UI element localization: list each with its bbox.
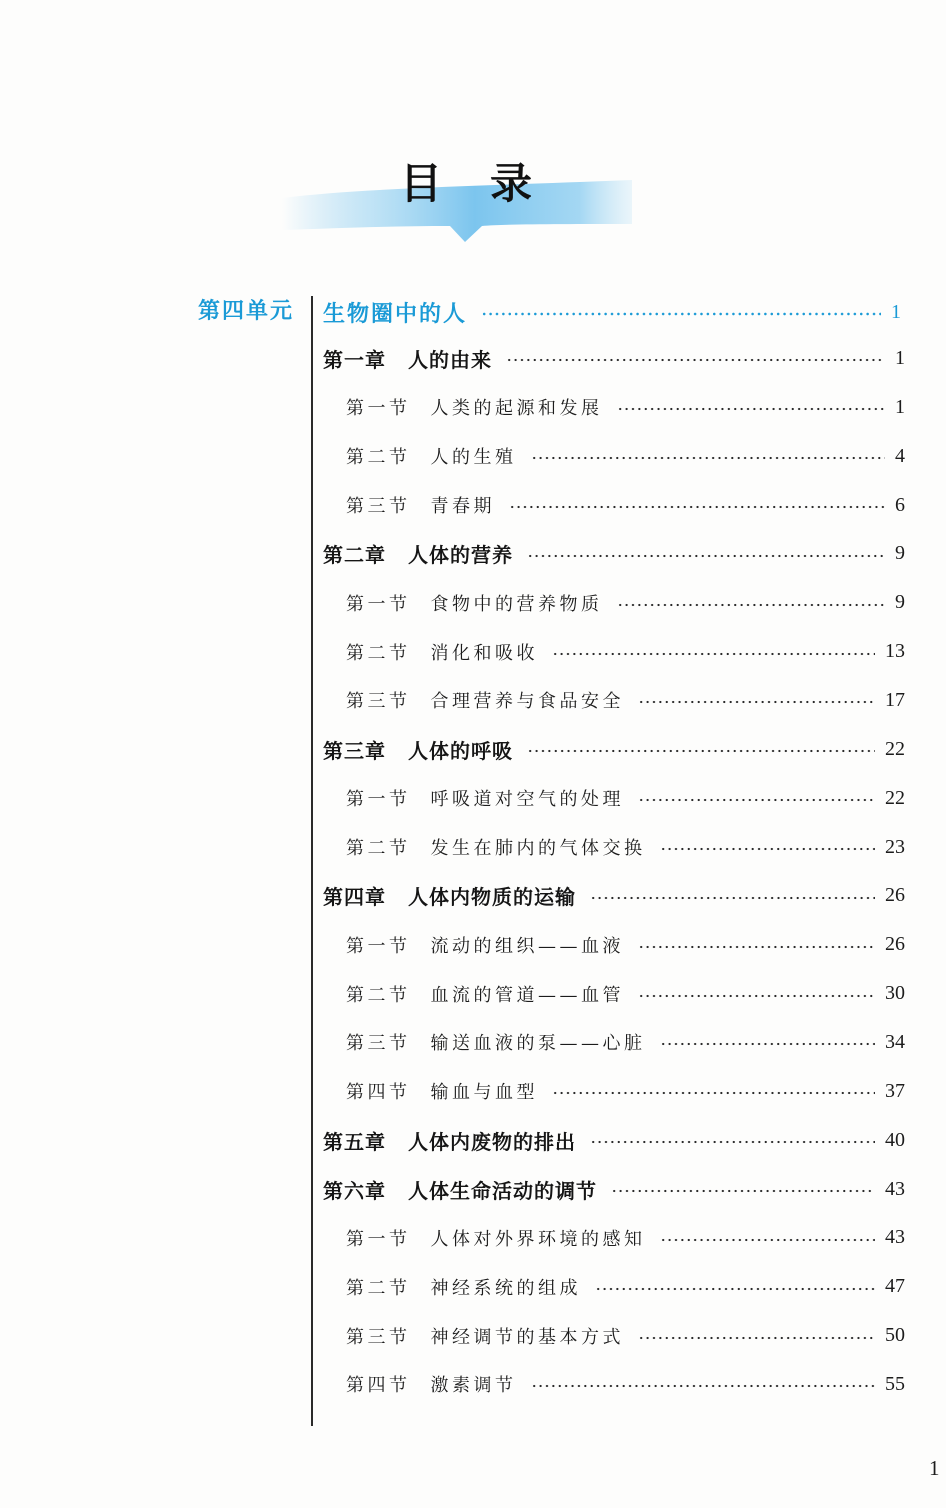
section-page-number: 26: [885, 933, 905, 956]
chapter-number: 第五章: [323, 1129, 386, 1154]
toc-section-row: [323, 578, 905, 627]
toc-section-row: [323, 1018, 905, 1067]
dot-leader: [638, 1335, 875, 1341]
page-title: 目录: [400, 159, 581, 208]
section-number: 第二节: [346, 642, 411, 664]
section-page-number: 6: [895, 493, 905, 516]
toc-chapter-row: [323, 1165, 905, 1214]
toc-section-row: [323, 481, 905, 530]
dot-leader: [660, 1237, 876, 1243]
dot-leader: [590, 895, 875, 901]
section-title: 神经调节的基本方式: [430, 1326, 624, 1348]
dot-leader: [527, 553, 885, 559]
dot-leader: [660, 1041, 876, 1047]
dot-leader: [660, 846, 876, 852]
dot-leader: [552, 651, 875, 657]
dot-leader: [590, 1139, 875, 1145]
unit-page-number: 1: [891, 300, 901, 323]
dot-leader: [617, 406, 886, 412]
toc-section-row: [323, 920, 905, 969]
toc-unit-row: [323, 290, 905, 334]
section-number: 第二节: [346, 447, 411, 469]
chapter-number: 第二章: [323, 543, 386, 568]
dot-leader: [509, 504, 885, 510]
section-title: 呼吸道对空气的处理: [430, 789, 624, 811]
toc-section-row: [323, 627, 905, 676]
dot-leader: [638, 797, 875, 803]
chapter-page-number: 40: [885, 1128, 905, 1151]
section-title: 血流的管道——血管: [430, 984, 624, 1006]
toc-section-row: [323, 774, 905, 823]
section-number: 第四节: [346, 1082, 411, 1104]
section-number: 第三节: [346, 1033, 411, 1055]
chapter-page-number: 1: [895, 346, 905, 369]
chapter-title: 人体内物质的运输: [408, 885, 576, 910]
dot-leader: [638, 699, 875, 705]
section-title: 人的生殖: [430, 447, 517, 469]
toc-section-row: [323, 1360, 905, 1409]
section-page-number: 9: [895, 591, 905, 614]
toc-section-row: [323, 383, 905, 432]
chapter-page-number: 9: [895, 542, 905, 565]
section-title: 食物中的营养物质: [430, 593, 603, 615]
section-page-number: 4: [895, 444, 905, 467]
footer-page-number: 1: [929, 1456, 940, 1480]
section-page-number: 13: [885, 640, 905, 663]
section-title: 输送血液的泵——心脏: [430, 1033, 646, 1055]
chapter-page-number: 43: [885, 1177, 905, 1200]
section-title: 人类的起源和发展: [430, 398, 603, 420]
chapter-title: 人体的呼吸: [408, 738, 513, 763]
section-page-number: 22: [885, 786, 905, 809]
toc-section-row: [323, 969, 905, 1018]
section-number: 第一节: [346, 789, 411, 811]
chapter-page-number: 22: [885, 737, 905, 760]
section-number: 第一节: [346, 935, 411, 957]
section-number: 第一节: [346, 593, 411, 615]
toc-section-row: [323, 1311, 905, 1360]
section-number: 第三节: [346, 496, 411, 517]
chapter-title: 人体的营养: [408, 543, 513, 568]
section-page-number: 1: [895, 395, 905, 418]
unit-title: 生物圈中的人: [323, 301, 468, 327]
dot-leader: [552, 1090, 875, 1096]
section-page-number: 43: [885, 1226, 905, 1249]
toc-section-row: [323, 1067, 905, 1116]
dot-leader: [531, 455, 886, 461]
section-number: 第四节: [346, 1375, 411, 1397]
toc-chapter-row: [323, 1116, 905, 1165]
dot-leader: [617, 602, 886, 608]
section-number: 第三节: [346, 1326, 411, 1348]
chapter-number: 第四章: [323, 885, 386, 910]
vertical-divider: [311, 296, 313, 1426]
toc-chapter-row: [323, 725, 905, 774]
dot-leader: [527, 748, 875, 754]
chapter-number: 第一章: [323, 347, 386, 372]
section-number: 第二节: [346, 838, 411, 860]
section-title: 人体对外界环境的感知: [430, 1228, 646, 1250]
chapter-title: 人体生命活动的调节: [408, 1178, 597, 1203]
section-title: 消化和吸收: [430, 642, 538, 664]
section-page-number: 30: [885, 982, 905, 1005]
chapter-page-number: 26: [885, 884, 905, 907]
section-number: 第一节: [346, 1228, 411, 1250]
toc-chapter-row: [323, 529, 905, 578]
toc-list: [323, 334, 905, 1409]
section-number: 第二节: [346, 984, 411, 1006]
section-title: 激素调节: [430, 1375, 517, 1397]
section-page-number: 37: [885, 1079, 905, 1102]
section-page-number: 47: [885, 1275, 905, 1298]
dot-leader: [638, 944, 875, 950]
section-page-number: 50: [885, 1324, 905, 1347]
toc-chapter-row: [323, 871, 905, 920]
chapter-number: 第三章: [323, 738, 386, 763]
section-page-number: 55: [885, 1372, 905, 1395]
toc-chapter-row: [323, 334, 905, 383]
dot-leader: [638, 993, 875, 999]
dot-leader: [595, 1286, 875, 1292]
section-title: 流动的组织——血液: [430, 935, 624, 957]
dot-leader: [531, 1383, 876, 1389]
section-page-number: 34: [885, 1030, 905, 1053]
section-number: 第二节: [346, 1277, 411, 1299]
dot-leader: [506, 357, 885, 363]
section-number: 第一节: [346, 398, 411, 420]
section-title: 输血与血型: [430, 1082, 538, 1104]
toc-section-row: [323, 823, 905, 872]
section-number: 第三节: [346, 691, 411, 713]
dot-leader: [611, 1188, 875, 1194]
section-title: 合理营养与食品安全: [430, 691, 624, 713]
toc-section-row: [323, 1213, 905, 1262]
chapter-number: 第六章: [323, 1178, 386, 1203]
dot-leader: [481, 311, 881, 317]
toc-section-row: [323, 1262, 905, 1311]
section-title: 神经系统的组成: [430, 1277, 581, 1299]
toc-section-row: [323, 676, 905, 725]
chapter-title: 人体内废物的排出: [408, 1129, 576, 1154]
chapter-title: 人的由来: [408, 347, 492, 372]
section-page-number: 17: [885, 688, 905, 711]
toc-section-row: [323, 432, 905, 481]
section-title: 发生在肺内的气体交换: [430, 838, 646, 860]
section-page-number: 23: [885, 835, 905, 858]
unit-label: 第四单元: [198, 299, 295, 324]
section-title: 青春期: [430, 496, 495, 517]
